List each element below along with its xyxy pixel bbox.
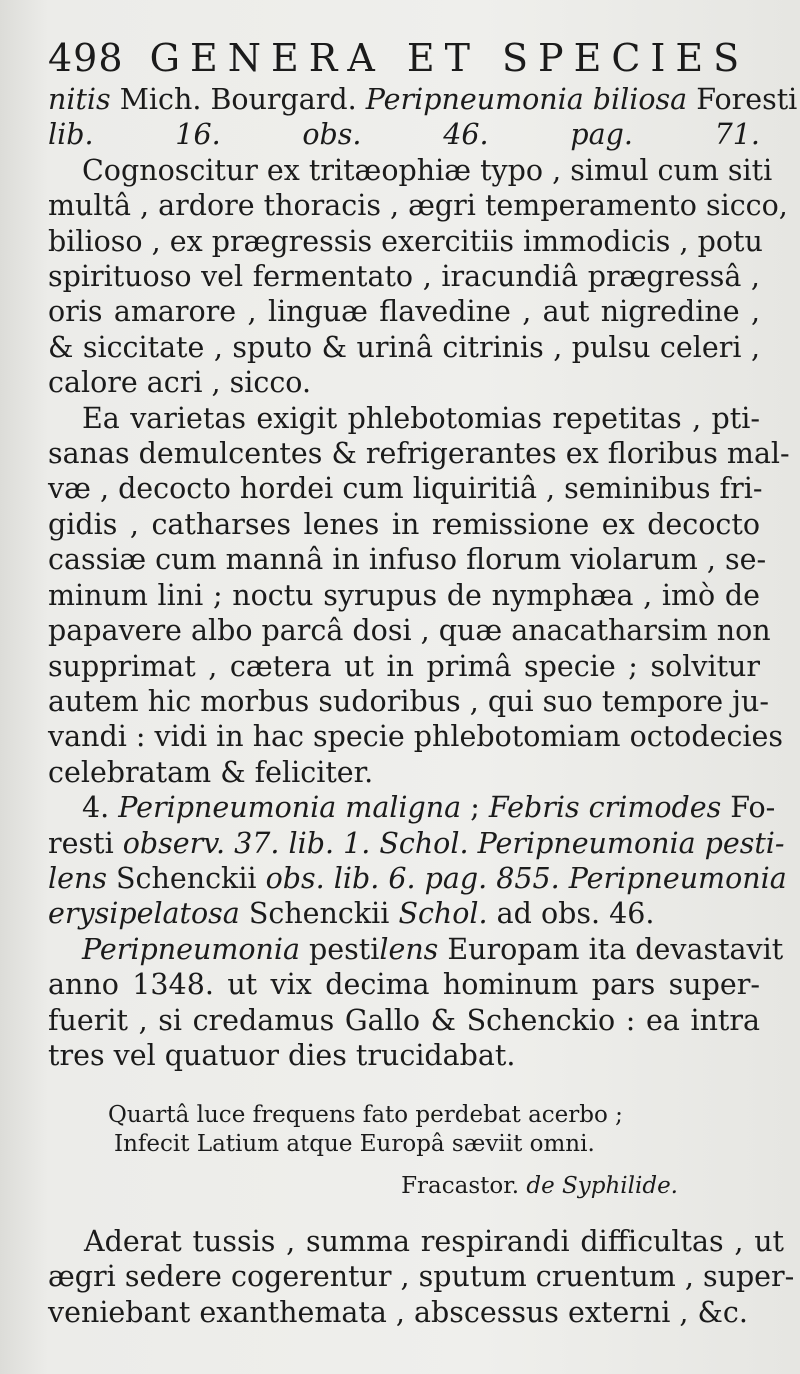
text-line: gidis , catharses lenes in remissione ex decocto (48, 507, 760, 541)
text-line: veniebant exanthemata , abscessus externi , &c. (48, 1295, 748, 1329)
text-line: erysipelatosa Schenckii Schol. ad obs. 46. (48, 897, 655, 931)
text-line: supprimat , cætera ut in primâ specie ; solvitur (48, 649, 760, 683)
text-line: Cognoscitur ex tritæophiæ typo , simul cum siti (82, 153, 773, 187)
text-line: resti observ. 37. lib. 1. Schol. Peripneumonia pesti- (48, 826, 785, 860)
text-line: Ea varietas exigit phlebotomias repetitas , pti- (82, 401, 760, 435)
text-line: papavere albo parcâ dosi , quæ anacatharsim non (48, 614, 771, 648)
text-line: 4. Peripneumonia maligna ; Febris crimodes Fo- (82, 791, 776, 825)
text-line: nitis Mich. Bourgard. Peripneumonia biliosa Foresti (48, 83, 798, 116)
running-title: GENERA ET SPECIES (149, 36, 750, 80)
text-line: bilioso , ex prægressis exercitiis immodicis , potu (48, 224, 763, 258)
final-paragraph (48, 1224, 795, 1330)
text-line: ægri sedere cogerentur , sputum cruentum , super- (48, 1260, 795, 1294)
verse-quotation (108, 1101, 668, 1159)
page-number: 498 (48, 36, 124, 80)
text-line: autem hic morbus sudoribus , qui suo tempore ju- (48, 684, 769, 718)
text-line: & siccitate , sputo & urinâ citrinis , pulsu celeri , (48, 330, 760, 364)
running-header (48, 36, 788, 80)
text-line: Peripneumonia pestilens Europam ita devastavit (82, 932, 784, 966)
text-line: Aderat tussis , summa respirandi difficultas , ut (84, 1225, 784, 1258)
text-line: celebratam & feliciter. (48, 755, 374, 789)
text-line: spirituoso vel fermentato , iracundiâ prægressâ , (48, 260, 760, 294)
verse-line: Infecit Latium atque Europâ sæviit omni. (114, 1131, 595, 1157)
text-line: multâ , ardore thoracis , ægri temperamento sicco, (48, 189, 788, 223)
text-line: sanas demulcentes & refrigerantes ex floribus mal- (48, 437, 790, 471)
text-line: lens Schenckii obs. lib. 6. pag. 855. Peripneumonia (48, 861, 787, 895)
text-line: oris amarore , linguæ flavedine , aut nigredine , (48, 295, 760, 329)
text-line: tres vel quatuor dies trucidabat. (48, 1038, 516, 1072)
verse-line: Quartâ luce frequens fato perdebat acerbo ; (108, 1102, 623, 1128)
text-line: cassiæ cum mannâ in infuso florum violarum , se- (48, 543, 767, 577)
verse-attribution: Fracastor. de Syphilide. (401, 1173, 678, 1199)
text-line: minum lini ; noctu syrupus de nymphæa , imò de (48, 578, 760, 612)
text-line: væ , decocto hordei cum liquiritiâ , seminibus fri- (48, 472, 763, 506)
text-line: fuerit , si credamus Gallo & Schenckio : ea intra (48, 1003, 760, 1037)
text-line: anno 1348. ut vix decima hominum pars super- (48, 968, 760, 1002)
text-line: lib. 16. obs. 46. pag. 71. (48, 118, 760, 152)
main-text-block (48, 82, 798, 1073)
text-line: calore acri , sicco. (48, 366, 312, 400)
text-line: vandi : vidi in hac specie phlebotomiam octodecies (48, 720, 784, 754)
